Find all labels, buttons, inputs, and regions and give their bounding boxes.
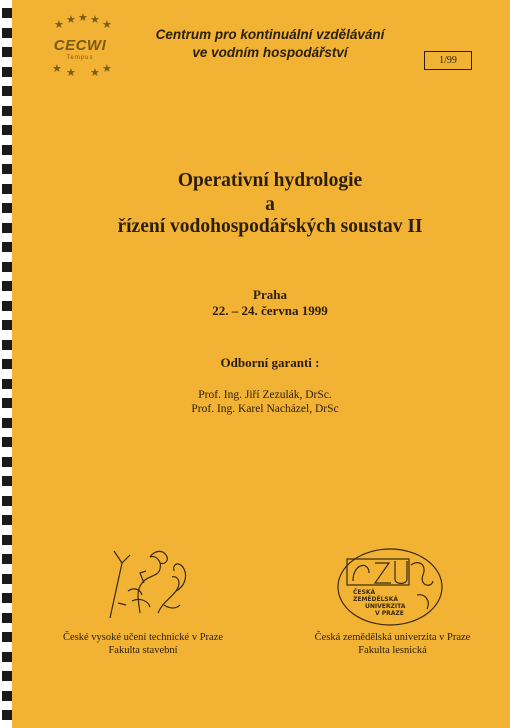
title-line1: Operativní hydrologie xyxy=(177,170,363,191)
binding-hole xyxy=(2,554,12,564)
svg-text:★: ★ xyxy=(66,66,76,79)
binding-hole xyxy=(2,710,12,720)
binding-hole xyxy=(2,515,12,525)
cvut-lion-logo xyxy=(100,543,200,623)
svg-text:★: ★ xyxy=(78,11,88,24)
binding-hole xyxy=(2,125,12,135)
czu-logo xyxy=(335,545,445,627)
svg-text:★: ★ xyxy=(52,62,62,75)
guarantor-1: Prof. Ing. Jiří Zezulák, DrSc. xyxy=(198,389,332,401)
svg-text:★: ★ xyxy=(102,18,112,31)
binding-hole xyxy=(2,47,12,57)
binding-hole xyxy=(2,691,12,701)
binding-hole xyxy=(2,145,12,155)
guarantors-label: Odborní garanti : xyxy=(220,355,320,370)
czu-logo-text-3: UNIVERZITA xyxy=(365,603,406,610)
binding-hole xyxy=(2,418,12,428)
binding-hole xyxy=(2,67,12,77)
binding-hole xyxy=(2,671,12,681)
org-name-line2: ve vodním hospodářství xyxy=(192,45,348,60)
binding-hole xyxy=(2,340,12,350)
svg-text:★: ★ xyxy=(102,62,112,75)
czu-logo-text-4: V PRAZE xyxy=(375,610,404,617)
event-date: 22. – 24. června 1999 xyxy=(212,303,328,318)
guarantor-2: Prof. Ing. Karel Nacházel, DrSc xyxy=(191,403,339,415)
right-institution-line2: Fakulta lesnická xyxy=(358,645,427,656)
czu-logo-text-1: ČESKÁ xyxy=(353,589,376,596)
binding-hole xyxy=(2,476,12,486)
binding-hole xyxy=(2,242,12,252)
binding-hole xyxy=(2,496,12,506)
binding-hole xyxy=(2,457,12,467)
svg-text:★: ★ xyxy=(90,66,100,79)
logo-subtext: Tempus xyxy=(66,55,94,61)
spiral-binding xyxy=(0,0,16,728)
binding-hole xyxy=(2,28,12,38)
svg-text:★: ★ xyxy=(90,13,100,26)
binding-hole xyxy=(2,574,12,584)
binding-hole xyxy=(2,8,12,18)
binding-hole xyxy=(2,652,12,662)
binding-hole xyxy=(2,593,12,603)
binding-hole xyxy=(2,359,12,369)
binding-hole xyxy=(2,535,12,545)
binding-hole xyxy=(2,437,12,447)
publication-code: 1/99 xyxy=(424,51,472,70)
binding-hole xyxy=(2,223,12,233)
svg-text:★: ★ xyxy=(54,18,64,31)
binding-hole xyxy=(2,398,12,408)
title-line2: a xyxy=(265,194,275,215)
binding-hole xyxy=(2,106,12,116)
binding-hole xyxy=(2,262,12,272)
binding-hole xyxy=(2,184,12,194)
right-institution-line1: Česká zemědělská univerzita v Praze xyxy=(314,632,471,643)
logo-text: CECWI xyxy=(53,37,107,54)
binding-hole xyxy=(2,632,12,642)
binding-hole xyxy=(2,164,12,174)
left-institution-line2: Fakulta stavební xyxy=(108,645,178,656)
binding-hole xyxy=(2,613,12,623)
left-institution-line1: České vysoké učení technické v Praze xyxy=(62,632,224,643)
binding-hole xyxy=(2,86,12,96)
binding-hole xyxy=(2,320,12,330)
binding-hole xyxy=(2,281,12,291)
svg-text:★: ★ xyxy=(66,13,76,26)
city: Praha xyxy=(253,287,287,302)
czu-logo-text-2: ZEMĚDĚLSKÁ xyxy=(353,596,399,603)
title-line3: řízení vodohospodářských soustav II xyxy=(117,216,423,237)
binding-hole xyxy=(2,203,12,213)
binding-hole xyxy=(2,379,12,389)
binding-hole xyxy=(2,301,12,311)
org-name-line1: Centrum pro kontinuální vzdělávání xyxy=(155,27,385,42)
